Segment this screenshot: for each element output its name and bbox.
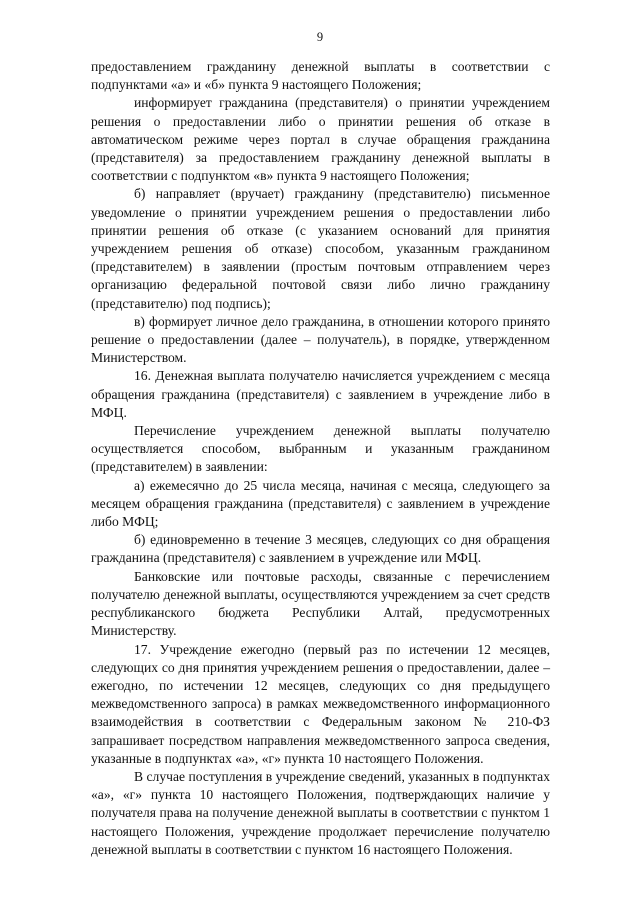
paragraph-17-annual-request: 17. Учреждение ежегодно (первый раз по истечении 12 месяцев, следующих со дня принятия учреждением решения о предоставлении, далее – ежегодно, по истечении 12 месяцев, следующих со дня предыдущего межведомственного запроса) в рамках межведомственного информационного взаимодействия в соответствии с Федеральным законом № 210-ФЗ запрашивает посредством направления межведомственного запроса сведения, указанные в подпунктах «а», «г» пункта 10 настоящего Положения. bbox=[91, 641, 550, 766]
paragraph-continuation: предоставлением гражданину денежной выплаты в соответствии с подпунктами «а» и «б» пункта 9 настоящего Положения; bbox=[91, 59, 550, 93]
paragraph-inform-citizen: информирует гражданина (представителя) о принятии учреждением решения о предоставлении либо о принятии решения об отказе в автоматическом режиме через портал в случае обращения гражданина (представителя) за предоставлением гражданину денежной выплаты в соответствии с подпунктом «в» пункта 9 настоящего Положения; bbox=[91, 95, 550, 184]
paragraph-transfer-method: Перечисление учреждением денежной выплаты получателю осуществляется способом, выбранным и указанным гражданином (представителем) в заявлении: bbox=[91, 423, 550, 475]
paragraph-b-lump-sum: б) единовременно в течение 3 месяцев, следующих со дня обращения гражданина (представителя) с заявлением в учреждение или МФЦ. bbox=[91, 532, 550, 566]
paragraph-continuation-of-payment: В случае поступления в учреждение сведений, указанных в подпунктах «а», «г» пункта 10 настоящего Положения, подтверждающих наличие у получателя права на получение денежной выплаты в соответствии с пунктом 1 настоящего Положения, учреждение продолжает перечисление получателю денежной выплаты в соответствии с пунктом 16 настоящего Положения. bbox=[91, 768, 550, 857]
paragraph-b-notification: б) направляет (вручает) гражданину (представителю) письменное уведомление о принятии учреждением решения о предоставлении либо принятии решения об отказе (с указанием оснований для принятия учреждением решения об отказе) способом, указанным гражданином (представителем) в заявлении (простым почтовым отправлением через организацию федеральной почтовой связи либо лично гражданину (представителю) под подпись); bbox=[91, 186, 550, 311]
paragraph-16-accrual: 16. Денежная выплата получателю начисляется учреждением с месяца обращения гражданина (представителя) с заявлением в учреждение либо в МФЦ. bbox=[91, 368, 550, 420]
paragraph-v-personal-file: в) формирует личное дело гражданина, в отношении которого принято решение о предоставлении (далее – получатель), в порядке, утвержденном Министерством. bbox=[91, 313, 550, 366]
document-body bbox=[91, 58, 550, 859]
page-number: 9 bbox=[316, 30, 324, 44]
paragraph-bank-expenses: Банковские или почтовые расходы, связанные с перечислением получателю денежной выплаты, осуществляются учреждением за счет средств республиканского бюджета Республики Алтай, предусмотренных Министерству. bbox=[91, 568, 550, 639]
paragraph-a-monthly: а) ежемесячно до 25 числа месяца, начиная с месяца, следующего за месяцем обращения гражданина (представителя) с заявлением в учреждение либо МФЦ; bbox=[91, 477, 550, 530]
